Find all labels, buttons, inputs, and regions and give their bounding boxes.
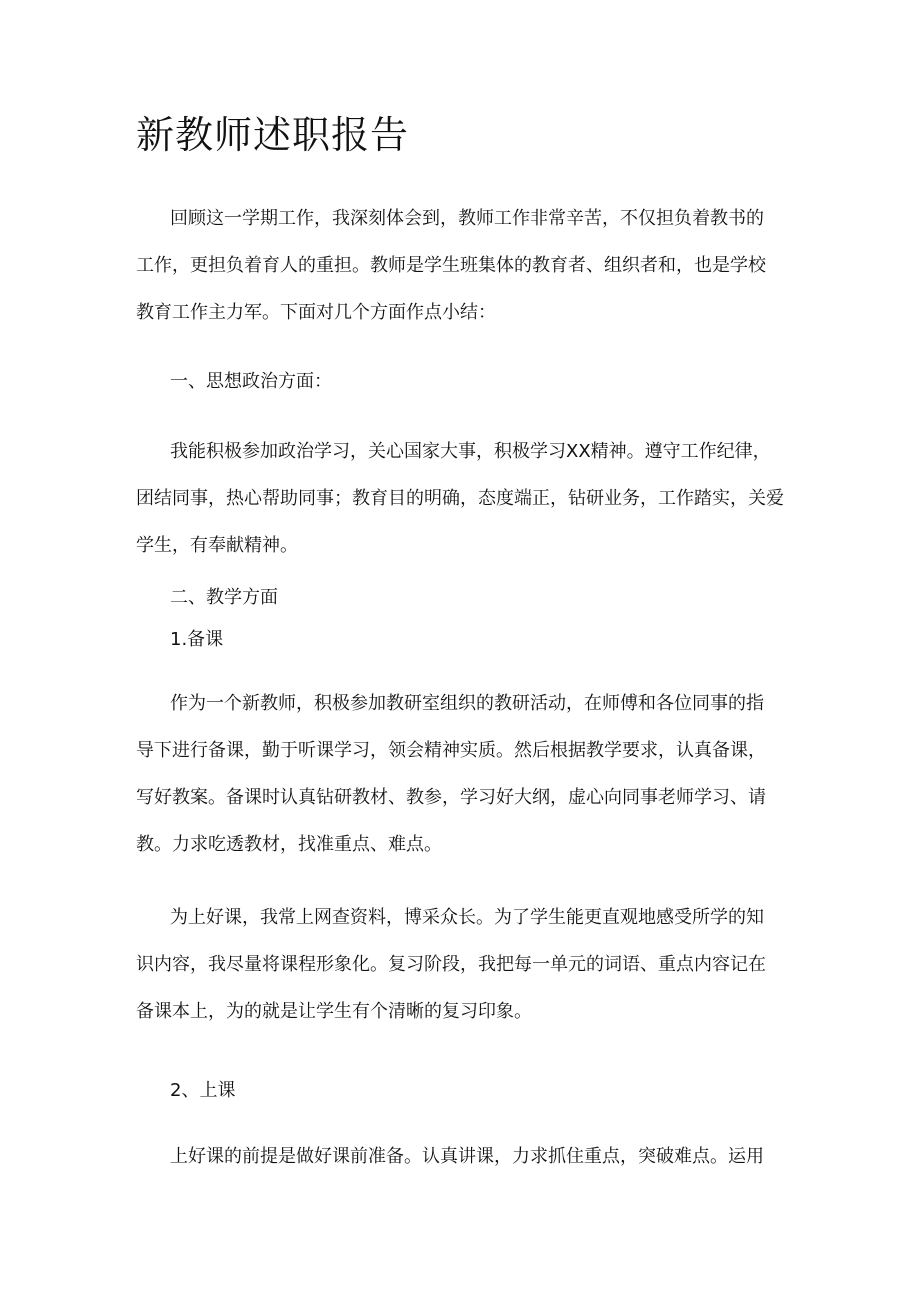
paragraph-line: 回顾这一学期工作，我深刻体会到，教师工作非常辛苦，不仅担负着教书的 [170,208,764,229]
subsection-heading-lecturing: 2、上课 [170,1080,236,1101]
section-heading-teaching: 二、教学方面 [170,587,278,608]
intro-paragraph [136,195,796,336]
paragraph-line: 识内容，我尽量将课程形象化。复习阶段，我把每一单元的词语、重点内容记在 [136,954,766,975]
paragraph-line: 为上好课，我常上网查资料，博采众长。为了学生能更直观地感受所学的知 [170,907,764,928]
paragraph-line: 团结同事，热心帮助同事；教育目的明确，态度端正，钻研业务，工作踏实，关爱 [136,488,784,509]
paragraph-line: 作为一个新教师，积极参加教研室组织的教研活动，在师傅和各位同事的指 [170,693,764,714]
subsection-heading-preparation: 1.备课 [170,629,224,650]
paragraph-line: 教育工作主力军。下面对几个方面作点小结： [136,302,496,323]
paragraph-line: 我能积极参加政治学习，关心国家大事，积极学习XX精神。遵守工作纪律， [170,441,771,462]
paragraph-line: 学生，有奉献精神。 [136,535,298,556]
paragraph-line: 导下进行备课，勤于听课学习，领会精神实质。然后根据教学要求，认真备课， [136,740,766,761]
paragraph-line: 工作，更担负着育人的重担。教师是学生班集体的教育者、组织者和，也是学校 [136,255,766,276]
paragraph-line: 教。力求吃透教材，找准重点、难点。 [136,834,442,855]
document-title: 新教师述职报告 [136,113,410,157]
paragraph-line: 写好教案。备课时认真钻研教材、教参，学习好大纲，虚心向同事老师学习、请 [136,787,766,808]
paragraph-line: 上好课的前提是做好课前准备。认真讲课，力求抓住重点，突破难点。运用 [170,1146,764,1167]
paragraph-line: 备课本上，为的就是让学生有个清晰的复习印象。 [136,1001,532,1022]
lecturing-paragraph [136,1133,796,1180]
preparation-paragraph-1 [136,680,796,868]
politics-paragraph [136,428,796,569]
section-heading-politics: 一、思想政治方面： [170,371,332,392]
preparation-paragraph-2 [136,894,796,1035]
